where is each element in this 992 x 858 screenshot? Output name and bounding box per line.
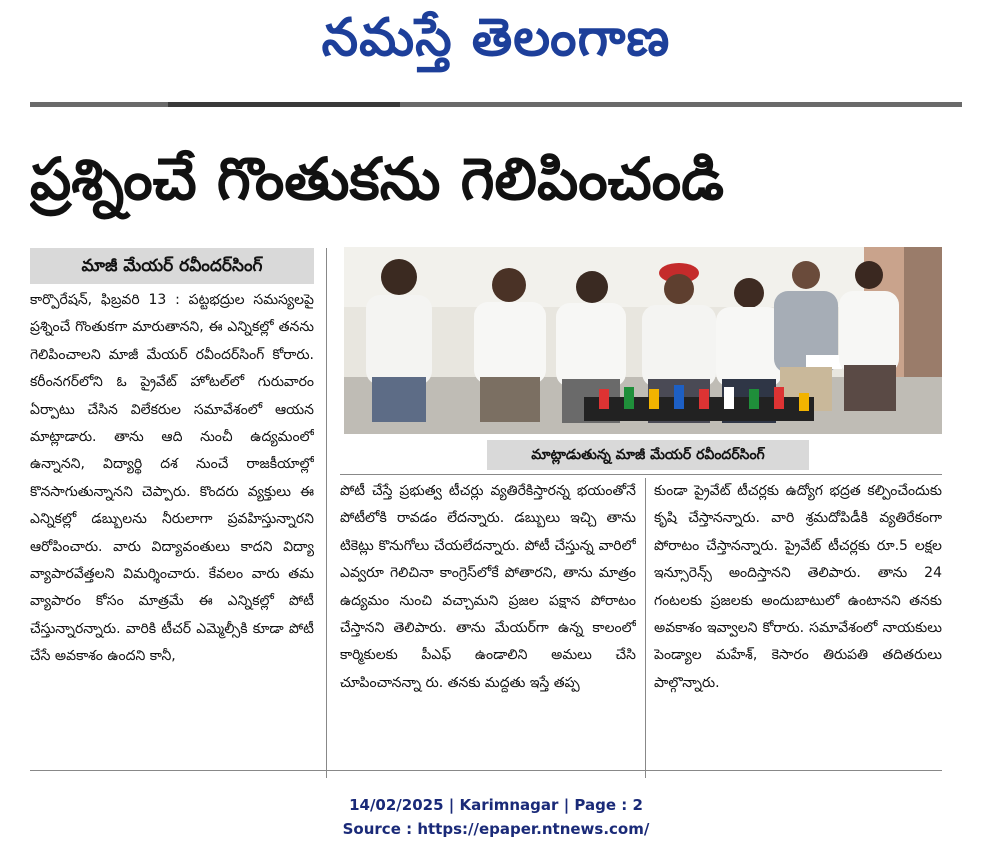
edition-city: Karimnagar — [459, 796, 559, 814]
article-subheading: మాజీ మేయర్ రవీందర్‌సింగ్ — [30, 248, 314, 284]
article-headline: ప్రశ్నించే గొంతుకను గెలిపించండి — [30, 145, 725, 213]
column-divider — [326, 248, 327, 778]
edition-page: Page : 2 — [574, 796, 643, 814]
section-divider — [340, 474, 942, 475]
page-bottom-rule — [30, 770, 942, 771]
column-divider — [645, 478, 646, 778]
edition-date: 14/02/2025 — [349, 796, 444, 814]
newspaper-logo: నమస్తే తెలంగాణ — [321, 8, 671, 68]
article-column-3 — [654, 478, 942, 758]
masthead — [0, 2, 992, 84]
edition-info: 14/02/2025 | Karimnagar | Page : 2 — [349, 796, 643, 814]
masthead-rule-accent — [168, 102, 400, 107]
article-text: కుండా ప్రైవేట్ టీచర్లకు ఉద్యోగ భద్రత కల్పించేందుకు కృషి చేస్తానన్నారు. వారి శ్రమదోపిడీకి వ్యతిరేకంగా పోరాటం చేస్తానన్నారు. ప్రైవేట్ టీచర్లకు రూ.5 లక్షల ఇన్సూరెన్స్ అందిస్తానని తెలిపారు. తాను 24 గంటలకు ప్రజలకు అందుబాటులో ఉంటానని తనకు అవకాశం ఇవ్వాలని కోరారు. సమావేశంలో నాయకులు పెండ్యాల మహేశ్, కెసారం తిరుపతి తదితరులు పాల్గొన్నారు. — [654, 483, 942, 691]
photo-caption: మాట్లాడుతున్న మాజీ మేయర్ రవీందర్‌సింగ్ — [487, 440, 809, 470]
source-line: Source : https://epaper.ntnews.com/ — [342, 820, 650, 838]
article-text: పోటీ చేస్తే ప్రభుత్వ టీచర్లు వ్యతిరేకిస్తారన్న భయంతోనే పోటీలోకి రావడం లేదన్నారు. డబ్బులు ఇచ్చి తాను టికెట్లు కొనుగోలు చేయలేదన్నారు. పోటీ చేస్తున్న వారిలో ఎవ్వరూ గెలిచినా కాంగ్రెస్‌లోకే పోతారని, తాను మాత్రం ఉద్యమం నుంచి వచ్చామని ప్రజల పక్షాన పోరాటం చేస్తానని తెలిపారు. తాను మేయర్‌గా ఉన్న కాలంలో కార్మికులకు పీఎఫ్ ఉండాలిని అమలు చేసి చూపించానన్నా రు. తనకు మద్దతు ఇస్తే తప్ప — [340, 483, 636, 691]
article-column-1 — [30, 287, 314, 761]
article-text: కార్పొరేషన్, ఫిబ్రవరి 13 : పట్టభద్రుల సమస్యలపై ప్రశ్నించే గొంతుకగా మారుతానని, ఈ ఎన్నికల్లో తనను గెలిపించాలని మాజీ మేయర్ రవీందర్‌సింగ్ కోరారు. కరీంనగర్‌లోని ఓ ప్రైవేట్ హోటల్‌లో గురువారం ఏర్పాటు చేసిన విలేకరుల సమావేశంలో ఆయన మాట్లాడారు. తాను ఆది నుంచీ ఉద్యమంలో ఉన్నానని, విద్యార్థి దశ నుంచే రాజకీయాల్లో కొనసాగుతున్నానని చెప్పారు. కొందరు వ్యక్తులు ఈ ఎన్నికల్లో డబ్బులను నీరులాగా ప్రవహిస్తున్నారని ఆరోపించారు. వారు విద్యావంతులు కాదని విద్యా వ్యాపారవేత్తలని విమర్శించారు. కేవలం వారు తమ వ్యాపారం కోసం మాత్రమే ఈ ఎన్నికల్లో పోటీ చేస్తున్నారన్నారు. వారికి టీచర్ ఎమ్మెల్సీకి కూడా పోటీ చేసే అవకాశం ఉందని కానీ, — [30, 292, 314, 665]
article-column-2 — [340, 478, 636, 758]
press-meet-photo — [344, 247, 942, 434]
